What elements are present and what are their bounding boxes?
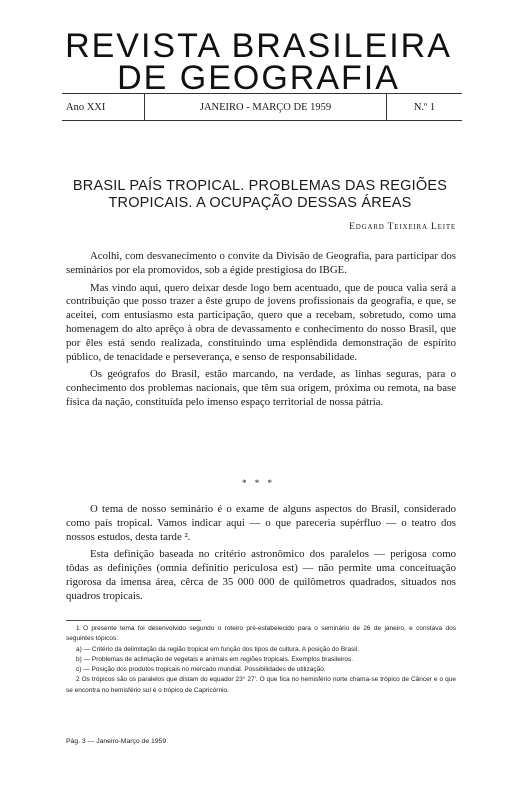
issue-number: N.º 1	[386, 94, 462, 120]
issue-year: Ano XXI	[62, 94, 145, 120]
footnote: c) — Posição dos produtos tropicais no mercado mundial. Possibilidades de utilização.	[76, 666, 326, 674]
article-title	[60, 178, 460, 212]
article-author: Edgard Teixeira Leite	[349, 222, 456, 232]
issue-date: JANEIRO - MARÇO DE 1959	[199, 101, 332, 113]
footnote: 1 O presente tema foi desenvolvido segundo o roteiro pré-estabelecido para o seminário de 26 de janeiro, e constava dos seguintes tópicos:	[66, 625, 456, 643]
body-section-2	[66, 503, 456, 608]
footnote: 2 Os trópicos são os paralelos que distam do equador 23° 27'. O que fica no hemisfério norte chama-se trópico de Câncer e o que se encontra no hemisfério sul é o trópico de Capricórnio.	[66, 676, 456, 694]
paragraph: Os geógrafos do Brasil, estão marcando, na verdade, as linhas seguras, para o conhecimento dos problemas nacionais, que têm sua origem, próxima ou remota, na base física da nação, constituída pelo imenso espaço territorial de nossa pátria.	[66, 368, 456, 408]
issue-bar	[62, 93, 462, 121]
journal-title-line-2: DE GEOGRAFIA	[117, 59, 400, 97]
masthead	[0, 27, 517, 97]
footnote-divider	[66, 620, 201, 621]
paragraph: Acolhi, com desvanecimento o convite da Divisão de Geografia, para participar dos seminários por ela promovidos, sob a égide prestigiosa do IBGE.	[66, 250, 456, 276]
journal-title-line-1: REVISTA BRASILEIRA	[65, 27, 452, 65]
footnote: a) — Critério da delimitação da região tropical em função dos tipos de cultura. A posição do Brasil.	[76, 645, 359, 653]
footnotes	[66, 624, 456, 696]
article-title-line-1: BRASIL PAÍS TROPICAL. PROBLEMAS DAS REGIÕES	[72, 178, 448, 194]
footnote: b) — Problemas de aclimação de vegetais e animais em regiões tropicais. Exemplos brasileiros.	[76, 655, 354, 663]
body-section-1	[66, 250, 456, 414]
page-footer: Pág. 3 — Janeiro-Março de 1959	[66, 738, 167, 745]
paragraph: O tema de nosso seminário é o exame de alguns aspectos do Brasil, considerado como país tropical. Vamos indicar aqui — o que pareceria supérfluo — o teatro dos nossos estudos, desta tarde ².	[66, 503, 456, 543]
article-title-line-2: TROPICAIS. A OCUPAÇÃO DESSAS ÁREAS	[108, 195, 412, 211]
paragraph: Esta definição baseada no critério astronômico dos paralelos — perigosa como tôdas as definições (omnia definitio periculosa est) — não permite uma conceituação rigorosa da imensa área, cêrca de 35 000 000 de quilômetros quadrados, situados nos quadros tropicais.	[66, 548, 456, 602]
paragraph: Mas vindo aqui, quero deixar desde logo bem acentuado, que de pouca valia será a contribuição que posso trazer a êste grupo de jovens profissionais da geografia, e que, se aceitei, com entusiasmo esta participação, quero que a recebam, sobretudo, como uma homenagem do alto aprêço à obra de devassamento e conhecimento do nosso Brasil, que por êles está sendo realizada, constituindo uma esplêndida demonstração de espírito público, de tenacidade e perseverança, e senso de responsabilidade.	[66, 281, 456, 363]
section-separator: * * *	[242, 478, 275, 488]
